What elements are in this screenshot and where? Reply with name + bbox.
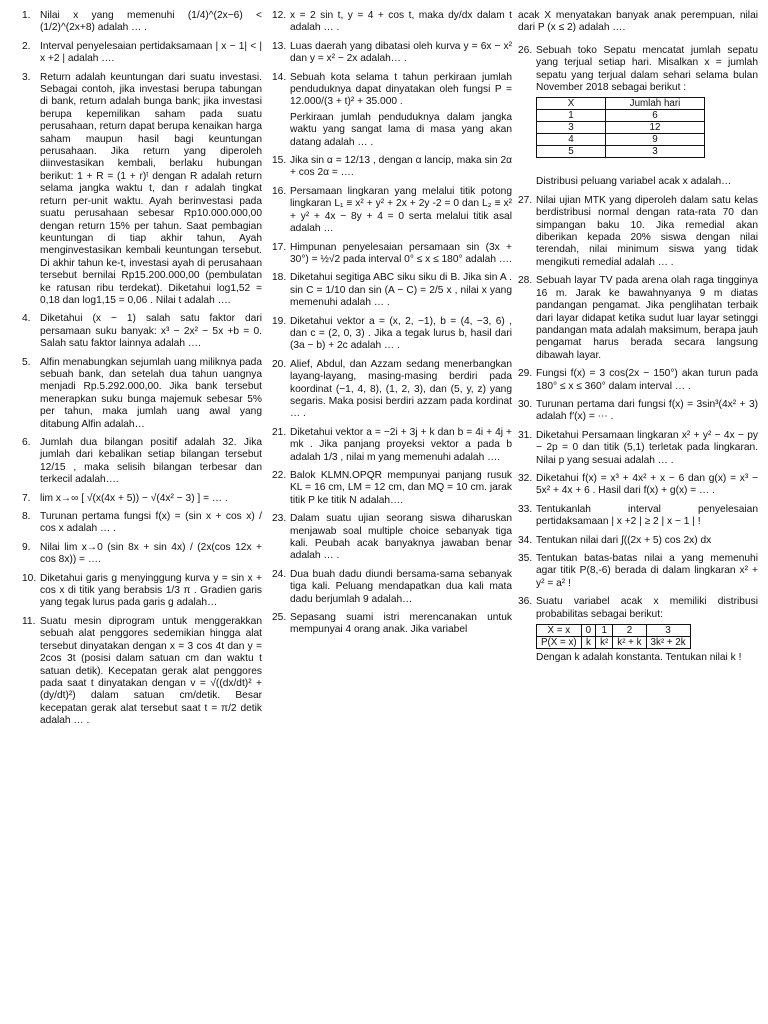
question-text: Nilai ujian MTK yang diperoleh dalam satu kelas berdistribusi normal dengan rata-rata 70 dan simpangan baku 10. Jika remedial akan diberikan kepada 20% siswa dengan nilai terendah, nilai minimum siswa yang tidak mengikuti remedial adalah … . (536, 194, 758, 268)
column-1 (22, 10, 262, 734)
question-3 (22, 72, 262, 308)
table-cell: 3 (606, 146, 705, 158)
question-16 (272, 186, 512, 236)
question-text: Diketahui f(x) = x³ + 4x² + x − 6 dan g(x) = x³ − 5x² + 4x + 6 . Hasil dari f(x) + g(x) = … . (536, 472, 758, 497)
question-number: 33. (518, 503, 533, 515)
question-number: 27. (518, 194, 533, 206)
question-25 (272, 612, 512, 637)
question-6 (22, 437, 262, 487)
question-number: 19. (272, 315, 287, 327)
question-number: 34. (518, 534, 533, 546)
question-number: 10. (22, 572, 37, 584)
table-cell: 1 (537, 110, 606, 122)
question-text: Perkiraan jumlah penduduknya dalam jangka waktu yang sangat lama di masa yang akan datang adalah … . (290, 111, 512, 148)
question-text: Dengan k adalah konstanta. Tentukan nilai k ! (536, 652, 742, 664)
question-4 (22, 313, 262, 350)
question-number: 7. (22, 492, 31, 504)
question-text: Turunan pertama dari fungsi f(x) = 3sin³(4x² + 3) adalah f′(x) = ⋯ . (536, 398, 758, 423)
question-number: 24. (272, 568, 287, 580)
question-text: Luas daerah yang dibatasi oleh kurva y = 6x − x² dan y = x² − 2x adalah… . (290, 40, 512, 65)
question-number: 22. (272, 470, 287, 481)
question-number: 5. (22, 356, 31, 368)
table-cell: 9 (606, 134, 705, 146)
question-text: Suatu mesin diprogram untuk menggerakkan sebuah alat penggores sedemikian hingga alat tersebut dinyatakan dengan x = 3 cos 4t dan y = 2cos 3t (posisi dalam satuan cm dan waktu t satuan detik). Kecepatan gerak alat penggores pada saat t dinyatakan dengan v = √((dx/dt)² + (dy/dt)²) dalam satuan cm/detik. Besar kecepatan gerak alat tersebut saat t = π/2 detik adalah … . (40, 615, 262, 727)
question-5 (22, 357, 262, 431)
table-header: Jumlah hari (606, 98, 705, 110)
question-23 (272, 513, 512, 563)
question-19 (272, 316, 512, 353)
question-text: Diketahui vektor a = (x, 2, −1), b = (4, −3, 6) , dan c = (2, 0, 3) . Jika a tegak lurus b, hasil dari (3a − b) + 2c adalah … . (290, 315, 512, 352)
question-number: 4. (22, 313, 31, 325)
question-number: 6. (22, 437, 31, 448)
question-32 (518, 473, 758, 498)
question-number: 23. (272, 513, 287, 525)
question-text: Diketahui segitiga ABC siku siku di B. Jika sin A . sin C = 1/10 dan sin (A − C) = 2/5 x , nilai x yang memenuhi adalah … . (290, 272, 512, 309)
question-34 (518, 535, 758, 547)
question-text: x = 2 sin t, y = 4 + cos t, maka dy/dx dalam t adalah … . (290, 10, 512, 34)
table-cell: 3 (646, 625, 690, 637)
question-24 (272, 569, 512, 606)
table-cell: k (581, 637, 595, 649)
table-cell: P(X = x) (537, 637, 582, 649)
question-36 (518, 596, 758, 664)
question-7 (22, 493, 262, 505)
question-20 (272, 359, 512, 421)
question-number: 29. (518, 368, 533, 380)
question-text: Tentukan nilai dari ∫((2x + 5) cos 2x) dx (536, 534, 712, 546)
question-number: 28. (518, 275, 533, 287)
question-text: Persamaan lingkaran yang melalui titik potong lingkaran L₁ ≡ x² + y² + 2x + 2y -2 = 0 dan L₂ ≡ x² + y² + 4x − 8y + 4 = 0 serta melalui titik asal adalah … (290, 185, 512, 235)
column-2 (272, 10, 512, 643)
question-27 (518, 195, 758, 269)
question-2 (22, 41, 262, 66)
question-text: Nilai x yang memenuhi (1/4)^(2x−6) < (1/2)^(2x+8) adalah … . (40, 10, 262, 34)
question-number: 30. (518, 398, 533, 410)
table-cell: 3k² + 2k (646, 637, 690, 649)
question-31 (518, 430, 758, 467)
question-number: 12. (272, 10, 287, 21)
question-text: Diketahui vektor a = −2i + 3j + k dan b = 4i + 4j + mk . Jika panjang proyeksi vektor a pada b adalah 1/3 , nilai m yang memenuhi adalah …. (290, 426, 512, 463)
question-text: Sebuah layar TV pada arena olah raga tingginya 16 m. Jarak ke bawahnyanya 9 m diatas pandangan pengamat. Jika penglihatan terbaik dari layar didapat ketika sudut luar layar setinggi pandangan mata adalah maksimum, berapa jauh pengamat harus berada secara langsung dibawah layar. (536, 275, 758, 361)
question-number: 32. (518, 472, 533, 484)
table-cell: k² (596, 637, 613, 649)
question-9 (22, 542, 262, 567)
question-number: 16. (272, 185, 287, 197)
table-cell: 3 (537, 122, 606, 134)
table-cell: 2 (613, 625, 646, 637)
question-text: Suatu variabel acak x memiliki distribusi probabilitas sebagai berikut: (536, 596, 758, 620)
question-text: Diketahui (x − 1) salah satu faktor dari persamaan suku banyak: x³ − 2x² − 5x +b = 0. Salah satu faktor lainnya adalah …. (40, 313, 262, 350)
question-number: 20. (272, 358, 287, 370)
question-number: 11. (22, 615, 36, 627)
question-17 (272, 242, 512, 267)
question-number: 31. (518, 429, 533, 441)
question-number: 26. (518, 44, 533, 56)
table-cell: 6 (606, 110, 705, 122)
table-cell: 1 (596, 625, 613, 637)
question-text: Diketahui garis g menyinggung kurva y = sin x + cos x di titik yang berabsis 1/3 π . Gradien garis yang tegak lurus pada garis g adalah… (40, 572, 262, 609)
question-text: Nilai lim x→0 (sin 8x + sin 4x) / (2x(cos 12x + cos 8x)) = …. (40, 541, 262, 566)
question-text: Diketahui Persamaan lingkaran x² + y² − 4x − py − 2p = 0 dan titik (5,1) terletak pada lingkaran. Nilai p yang sesuai adalah … . (536, 429, 758, 466)
question-11 (22, 616, 262, 728)
table-row (537, 134, 705, 146)
question-10 (22, 573, 262, 610)
question-29 (518, 368, 758, 393)
question-number: 35. (518, 553, 533, 564)
question-26 (518, 45, 758, 189)
question-1 (22, 10, 262, 35)
question-28 (518, 275, 758, 362)
question-number: 14. (272, 71, 287, 83)
question-text: acak X menyatakan banyak anak perempuan, nilai dari P (x ≤ 2) adalah …. (518, 10, 758, 34)
question-text: Interval penyelesaian pertidaksamaan | x − 1| < | x +2 | adalah …. (40, 40, 262, 65)
question-text: Alief, Abdul, dan Azzam sedang menerbangkan layang-layang, masing-masing berdiri pada koordinat (−1, 4, 8), (1, 2, 3), dan (5, y, z) yang segaris. Maka posisi berdiri azzam pada kordinat … . (290, 358, 512, 420)
question-number: 8. (22, 511, 31, 523)
question-text: Jumlah dua bilangan positif adalah 32. Jika jumlah dari kebalikan setiap bilangan tersebut 12/15 , maka selisih bilangan terbesar dan terkecil adalah…. (40, 437, 262, 486)
question-text: Return adalah keuntungan dari suatu investasi. Sebagai contoh, jika investasi berupa tabungan di bank, return adalah bunga bank; jika investasi berupa kepemilikan saham pada suatu perusahaan, return dapat berupa kenaikan harga saham maupun hasil bagi keuntungan perusahaan. Jika return yang diperoleh diinvestasikan kembali, berlaku hubungan berikut: 1 + R = (1 + r)ᵗ dengan R adalah return selama jangka waktu t, dan r adalah tingkat return per-unit waktu. Ayah berinvestasi pada suatu perusahaan sebesar Rp10.000.000,00 dengan return 15% per tahun. Saat pembagian keuntungan di tiap akhir tahun, Ayah menginvestasikan kembali keuntungan tersebut. Di akhir tahun ke-t, investasi ayah di perusahaan tersebut bernilai Rp15.200.000,00 (pembulatan ke ratusan ribu terdekat). Diketahui log1,52 = 0,18 dan log1,15 = 0,06 . Nilai t adalah …. (40, 71, 262, 306)
question-text: Sepasang suami istri merencanakan untuk mempunyai 4 orang anak. Jika variabel (290, 612, 512, 636)
question-15 (272, 155, 512, 180)
question-text: Distribusi peluang variabel acak x adalah… (536, 176, 732, 188)
table-row (537, 146, 705, 158)
question-22 (272, 470, 512, 507)
question-text: Tentukan batas-batas nilai a yang memenuhi agar titik P(8,-6) berada di dalam lingkaran x² + y² = a² ! (536, 553, 758, 589)
question-text: Sebuah toko Sepatu mencatat jumlah sepatu yang terjual setiap hari. Misalkan x = jumlah sepatu yang terjual dalam sehari selama bulan November 2018 sebagai berikut : (536, 44, 758, 94)
sales-table (536, 97, 705, 158)
question-18 (272, 272, 512, 309)
question-text: Jika sin α = 12/13 , dengan α lancip, maka sin 2α + cos 2α = …. (290, 155, 512, 179)
question-12 (272, 10, 512, 35)
table-header: X (537, 98, 606, 110)
question-21 (272, 427, 512, 464)
question-text: Sebuah kota selama t tahun perkiraan jumlah penduduknya dapat dinyatakan oleh fungsi P = 12.000/(3 + t)² + 35.000 . (290, 71, 512, 108)
question-number: 15. (272, 155, 287, 167)
table-row (537, 110, 705, 122)
question-14 (272, 72, 512, 149)
question-number: 9. (22, 541, 31, 553)
table-cell: 0 (581, 625, 595, 637)
table-row (537, 637, 691, 649)
question-number: 2. (22, 40, 31, 52)
table-cell: 5 (537, 146, 606, 158)
question-33 (518, 504, 758, 529)
table-row (537, 122, 705, 134)
question-number: 3. (22, 71, 31, 83)
column-3 (518, 10, 758, 670)
question-text: Turunan pertama fungsi f(x) = (sin x + cos x) / cos x adalah … . (40, 511, 262, 535)
question-number: 18. (272, 272, 287, 284)
table-cell: 12 (606, 122, 705, 134)
question-13 (272, 41, 512, 66)
question-number: 25. (272, 612, 287, 624)
table-cell: 4 (537, 134, 606, 146)
question-number: 1. (22, 10, 31, 21)
question-text: Dua buah dadu diundi bersama-sama sebanyak tiga kali. Peluang mendapatkan dua kali mata dadu berjumlah 9 adalah… (290, 568, 512, 605)
table-cell: X = x (537, 625, 582, 637)
question-30 (518, 399, 758, 424)
question-number: 36. (518, 596, 533, 608)
probability-table (536, 624, 691, 649)
question-25-continued (518, 10, 758, 35)
question-text: Tentukanlah interval penyelesaian pertidaksamaan | x +2 | ≥ 2 | x − 1 | ! (536, 503, 758, 528)
question-text: Dalam suatu ujian seorang siswa diharuskan menjawab soal multiple choice sebanyak tiga kali. Peubah acak banyaknya jawaban benar adalah … . (290, 513, 512, 562)
question-text: Balok KLMN.OPQR mempunyai panjang rusuk KL = 16 cm, LM = 12 cm, dan MQ = 10 cm. jarak titik P ke titik N adalah…. (290, 470, 512, 506)
question-text: Alfin menabungkan sejumlah uang miliknya pada sebuah bank, dan setelah dua tahun uangnya menjadi Rp.5.292.000,00. Jika bank tersebut menerapkan suku bunga majemuk sebesar 5% per tahun, maka jumlah uang awal yang ditabung Alfin adalah… (40, 356, 262, 430)
table-row (537, 625, 691, 637)
question-text: Fungsi f(x) = 3 cos(2x − 150°) akan turun pada 180° ≤ x ≤ 360° dalam interval … . (536, 368, 758, 392)
table-cell: k² + k (613, 637, 646, 649)
question-35 (518, 553, 758, 590)
question-text: lim x→∞ [ √(x(4x + 5)) − √(4x² − 3) ] = … . (40, 492, 228, 504)
question-number: 13. (272, 40, 287, 52)
question-number: 21. (272, 426, 287, 438)
question-text: Himpunan penyelesaian persamaan sin (3x + 30°) = ½√2 pada interval 0° ≤ x ≤ 180° adalah …. (290, 241, 512, 265)
question-8 (22, 511, 262, 536)
question-number: 17. (272, 241, 287, 253)
